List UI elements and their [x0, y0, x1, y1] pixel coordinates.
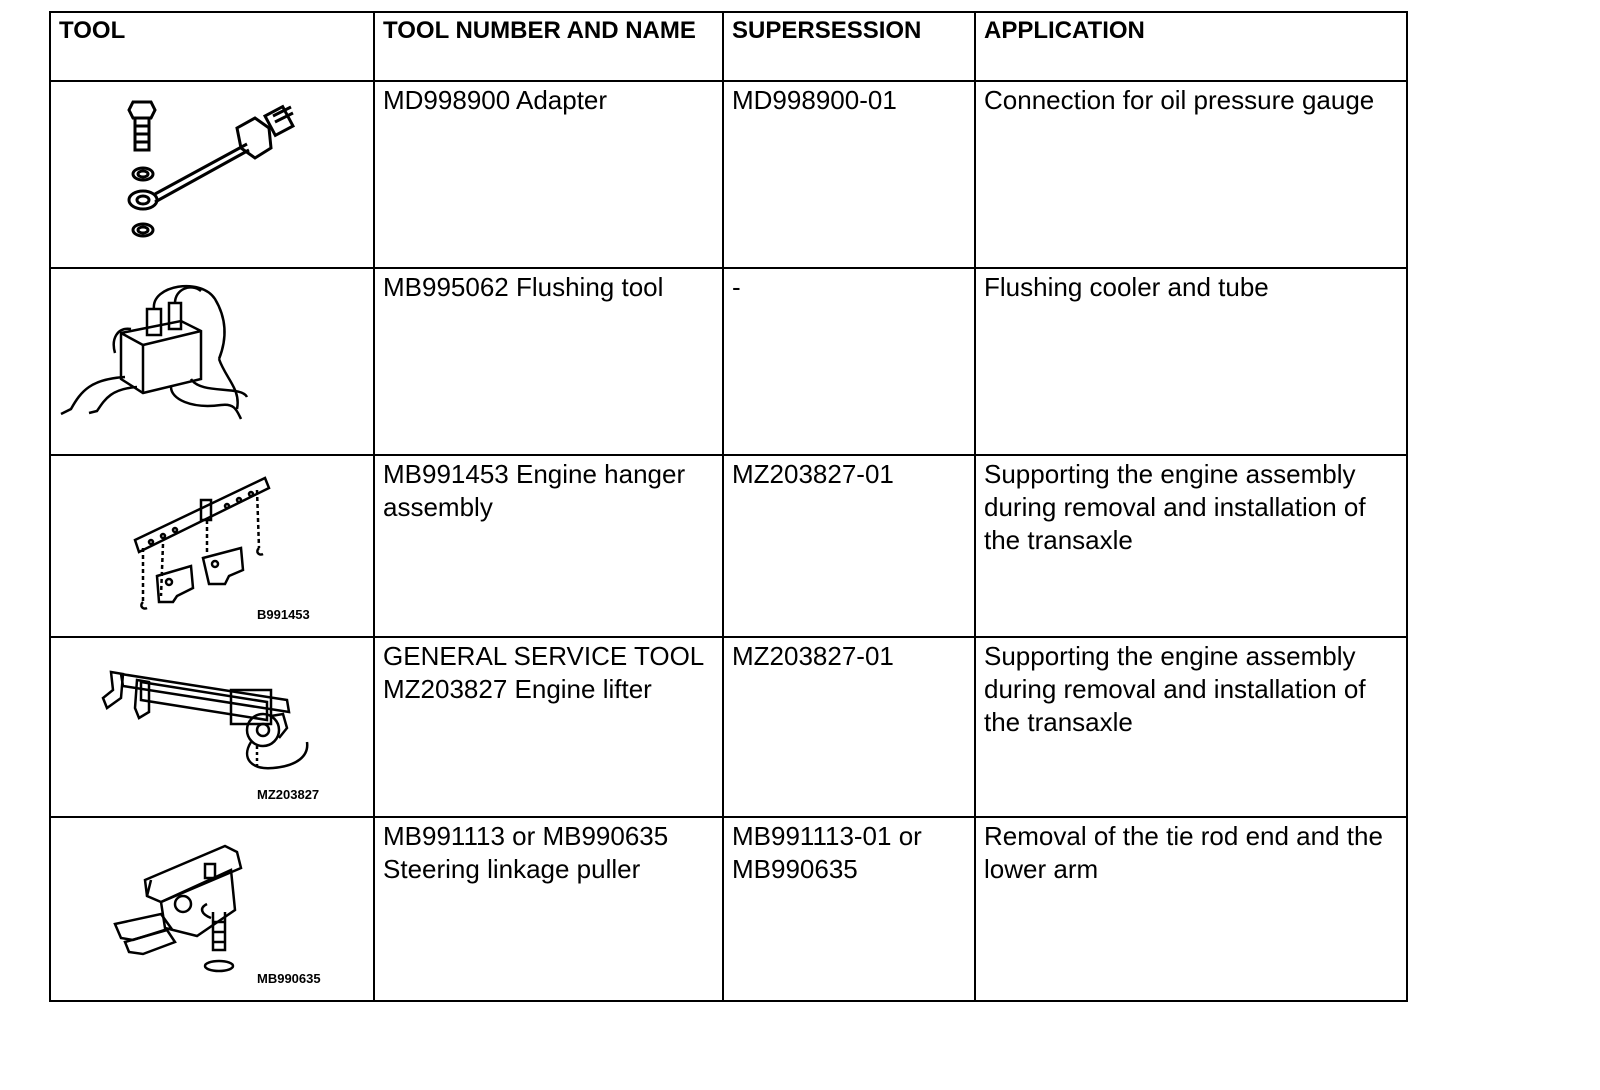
tool-image-cell: [50, 637, 374, 817]
tool-supersession: MB991113-01 or MB990635: [723, 817, 975, 1001]
tool-name: MB991453 Engine hanger assembly: [374, 455, 723, 637]
engine-hanger-icon: [51, 456, 359, 636]
tool-image-cell: [50, 455, 374, 637]
special-tools-table: [49, 11, 1408, 1002]
tool-image-cell: [50, 268, 374, 455]
tool-name: MB991113 or MB990635 Steering linkage puller: [374, 817, 723, 1001]
tool-application: Removal of the tie rod end and the lower arm: [975, 817, 1407, 1001]
tool-supersession: MZ203827-01: [723, 455, 975, 637]
illustration-caption: B991453: [257, 607, 310, 622]
tool-supersession: MZ203827-01: [723, 637, 975, 817]
tool-image-cell: [50, 817, 374, 1001]
flushing-tool-icon: [51, 269, 359, 454]
oil-pressure-adapter-icon: [51, 82, 359, 267]
tool-application: Supporting the engine assembly during removal and installation of the transaxle: [975, 455, 1407, 637]
tool-application: Supporting the engine assembly during removal and installation of the transaxle: [975, 637, 1407, 817]
header-tool: TOOL: [50, 12, 374, 81]
illustration-caption: MZ203827: [257, 787, 320, 802]
header-row: [50, 12, 1407, 81]
tool-name: GENERAL SERVICE TOOL MZ203827 Engine lifter: [374, 637, 723, 817]
tool-application: Connection for oil pressure gauge: [975, 81, 1407, 268]
table-row: [50, 817, 1407, 1001]
tool-application: Flushing cooler and tube: [975, 268, 1407, 455]
tool-supersession: -: [723, 268, 975, 455]
table-row: [50, 455, 1407, 637]
tool-name: MB995062 Flushing tool: [374, 268, 723, 455]
table-row: [50, 268, 1407, 455]
tool-name: MD998900 Adapter: [374, 81, 723, 268]
header-tool-number-name: TOOL NUMBER AND NAME: [374, 12, 723, 81]
header-supersession: SUPERSESSION: [723, 12, 975, 81]
table-row: [50, 81, 1407, 268]
header-application: APPLICATION: [975, 12, 1407, 81]
tool-supersession: MD998900-01: [723, 81, 975, 268]
illustration-caption: MB990635: [257, 971, 321, 986]
table-row: [50, 637, 1407, 817]
tool-image-cell: [50, 81, 374, 268]
